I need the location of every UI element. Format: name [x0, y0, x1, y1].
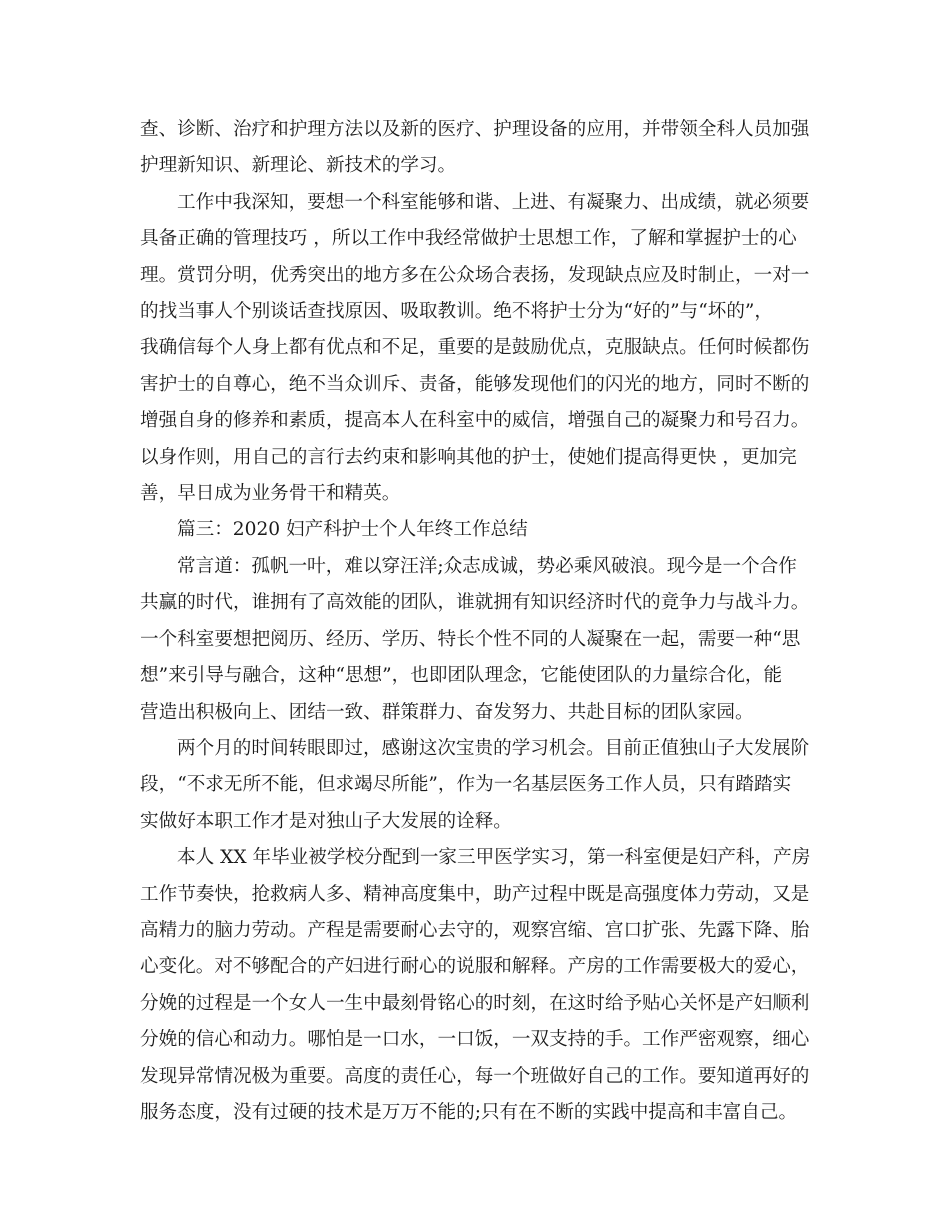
paragraph-5: 本人 XX 年毕业被学校分配到一家三甲医学实习，第一科室便是妇产科，产房 工作节奏快，抢救病人多、精神高度集中，助产过程中既是高强度体力劳动，又是 高精力的脑力劳动。产程是需要耐心去守的，观察宫缩、宫口扩张、先露下降、胎 心变化。对不够配合的产妇进行耐心的说服和解释。产房的工作需要极大的爱心， 分娩的过程是一个女人一生中最刻骨铭心的时刻，在这时给予贴心关怀是产妇顺利 分娩的信心和动力。哪怕是一口水，一口饭，一双支持的手。工作严密观察，细心 发现异常情况极为重要。高度的责任心，每一个班做好自己的工作。要知道再好的 服务态度，没有过硬的技术是万万不能的;只有在不断的实践中提高和丰富自己。 [140, 847, 811, 1123]
document-body [140, 112, 812, 1131]
paragraph-3: 常言道：孤帆一叶，难以穿汪洋;众志成诚，势必乘风破浪。现今是一个合作 共赢的时代，谁拥有了高效能的团队，谁就拥有知识经济时代的竟争力与战斗力。 一个科室要想把阅历、经历、学历、特长个性不同的人凝聚在一起，需要一种“思 想”来引导与融合，这种“思想”，也即团队理念，它能使团队的力量综合化，能 营造出积极向上、团结一致、群策群力、奋发努力、共赴目标的团队家园。 [140, 555, 810, 723]
paragraph-4: 两个月的时间转眼即过，感谢这次宝贵的学习机会。目前正值独山子大发展阶 段，“不求无所不能，但求竭尽所能”，作为一名基层医务工作人员，只有踏踏实 实做好本职工作才是对独山子大发展的诠释。 [140, 737, 810, 832]
paragraph-2: 工作中我深知，要想一个科室能够和谐、上进、有凝聚力、出成绩，就必须要 具备正确的管理技巧 ，所以工作中我经常做护士思想工作，了解和掌握护士的心 理。赏罚分明，优秀突出的地方多在公众场合表扬，发现缺点应及时制止，一对一 的找当事人个别谈话查找原因、吸取教训。绝不将护士分为“好的”与“坏的”， 我确信每个人身上都有优点和不足，重要的是鼓励优点，克服缺点。任何时候都伤 害护士的自尊心，绝不当众训斥、责备，能够发现他们的闪光的地方，同时不断的 增强自身的修养和素质，提高本人在科室中的威信，增强自己的凝聚力和号召力。 以身作则，用自己的言行去约束和影响其他的护士，使她们提高得更快 ，更加完 善，早日成为业务骨干和精英。 [140, 191, 810, 505]
section-heading: 篇三：2020 妇产科护士个人年终工作总结 [177, 519, 528, 541]
paragraph-1: 查、诊断、治疗和护理方法以及新的医疗、护理设备的应用，并带领全科人员加强 护理新知识、新理论、新技术的学习。 [140, 119, 810, 177]
